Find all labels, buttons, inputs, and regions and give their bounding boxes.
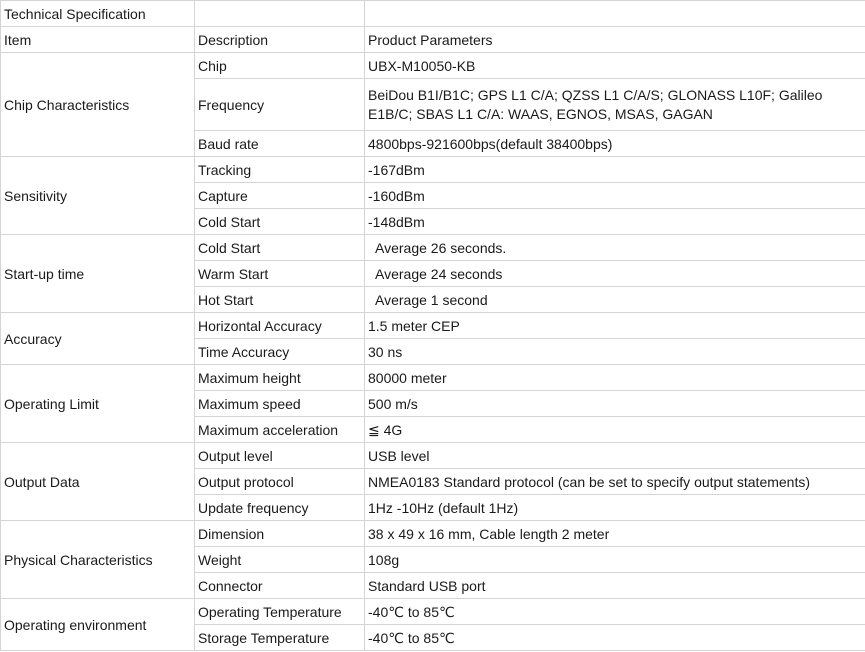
row-value: -40℃ to 85℃: [365, 625, 865, 651]
table-row: [1, 599, 865, 625]
row-description: Baud rate: [195, 131, 365, 157]
row-description: Update frequency: [195, 495, 365, 521]
table-title: Technical Specification: [1, 1, 195, 27]
group-label: Sensitivity: [1, 157, 195, 235]
empty-cell: [365, 1, 865, 27]
row-value: 80000 meter: [365, 365, 865, 391]
row-value: UBX-M10050-KB: [365, 53, 865, 79]
row-value: 1Hz -10Hz (default 1Hz): [365, 495, 865, 521]
row-value: 30 ns: [365, 339, 865, 365]
row-description: Output protocol: [195, 469, 365, 495]
header-description: Description: [195, 27, 365, 53]
row-value: BeiDou B1I/B1C; GPS L1 C/A; QZSS L1 C/A/S; GLONASS L10F; Galileo E1B/C; SBAS L1 C/A: WAAS, EGNOS, MSAS, GAGAN: [365, 79, 865, 131]
row-description: Maximum acceleration: [195, 417, 365, 443]
row-value: Average 26 seconds.: [365, 235, 865, 261]
row-value: 38 x 49 x 16 mm, Cable length 2 meter: [365, 521, 865, 547]
group-label: Start-up time: [1, 235, 195, 313]
header-parameters: Product Parameters: [365, 27, 865, 53]
row-value: Average 24 seconds: [365, 261, 865, 287]
row-value: Average 1 second: [365, 287, 865, 313]
row-description: Dimension: [195, 521, 365, 547]
row-description: Time Accuracy: [195, 339, 365, 365]
group-label: Accuracy: [1, 313, 195, 365]
empty-cell: [195, 1, 365, 27]
row-value: -40℃ to 85℃: [365, 599, 865, 625]
table-row: [1, 443, 865, 469]
table-row: [1, 365, 865, 391]
table-row: [1, 157, 865, 183]
group-label: Operating environment: [1, 599, 195, 651]
row-value: -160dBm: [365, 183, 865, 209]
row-description: Storage Temperature: [195, 625, 365, 651]
row-value: 108g: [365, 547, 865, 573]
row-description: Capture: [195, 183, 365, 209]
row-description: Weight: [195, 547, 365, 573]
row-description: Warm Start: [195, 261, 365, 287]
row-description: Tracking: [195, 157, 365, 183]
row-value: 1.5 meter CEP: [365, 313, 865, 339]
table-row: [1, 521, 865, 547]
row-value: 500 m/s: [365, 391, 865, 417]
row-value: -148dBm: [365, 209, 865, 235]
row-description: Operating Temperature: [195, 599, 365, 625]
row-description: Horizontal Accuracy: [195, 313, 365, 339]
row-description: Connector: [195, 573, 365, 599]
row-value: USB level: [365, 443, 865, 469]
table-row: [1, 53, 865, 79]
row-value: ≦ 4G: [365, 417, 865, 443]
table-row: [1, 235, 865, 261]
row-description: Output level: [195, 443, 365, 469]
header-item: Item: [1, 27, 195, 53]
title-row: [1, 1, 865, 27]
table-row: [1, 313, 865, 339]
row-description: Maximum height: [195, 365, 365, 391]
row-description: Chip: [195, 53, 365, 79]
row-description: Hot Start: [195, 287, 365, 313]
header-row: [1, 27, 865, 53]
group-label: Chip Characteristics: [1, 53, 195, 157]
row-description: Frequency: [195, 79, 365, 131]
group-label: Operating Limit: [1, 365, 195, 443]
group-label: Physical Characteristics: [1, 521, 195, 599]
row-value: Standard USB port: [365, 573, 865, 599]
row-value: -167dBm: [365, 157, 865, 183]
row-value: 4800bps-921600bps(default 38400bps): [365, 131, 865, 157]
row-value: NMEA0183 Standard protocol (can be set to specify output statements): [365, 469, 865, 495]
row-description: Cold Start: [195, 235, 365, 261]
row-description: Cold Start: [195, 209, 365, 235]
row-description: Maximum speed: [195, 391, 365, 417]
group-label: Output Data: [1, 443, 195, 521]
